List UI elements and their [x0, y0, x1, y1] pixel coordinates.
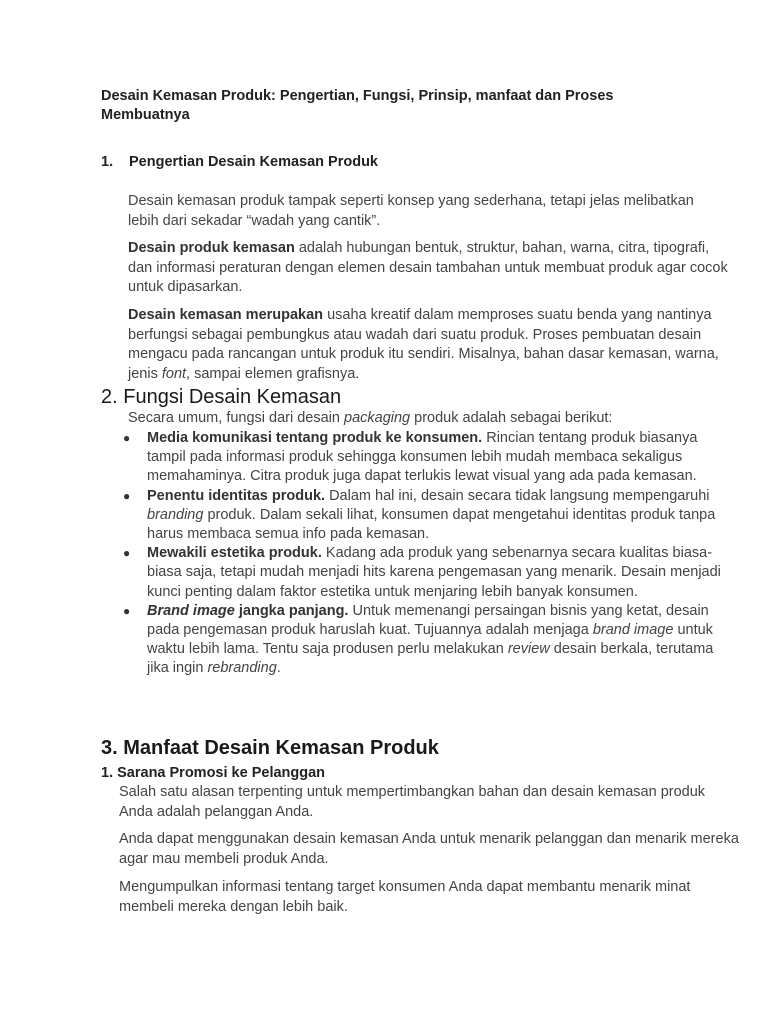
bullet-4-bold-italic: Brand image	[147, 602, 235, 619]
bullet-item-1	[101, 429, 737, 487]
section2-intro-b: produk adalah sebagai berikut:	[410, 410, 613, 426]
section1-paragraph-1: Desain kemasan produk tampak seperti konsep yang sederhana, tetapi jelas melibatkan lebih dari sekadar “wadah yang cantik”.	[128, 193, 694, 229]
bullet-2-b: produk. Dalam sekali lihat, konsumen dapat mengetahui identitas produk tanpa harus membaca semua info pada kemasan.	[147, 506, 716, 543]
bullet-4-bold: jangka panjang.	[234, 602, 349, 619]
bullet-icon: ●	[123, 431, 131, 445]
section2-intro-a: Secara umum, fungsi dari desain	[128, 410, 344, 426]
bullet-4-italic-1: brand image	[592, 622, 674, 639]
bullet-3-rest: Kadang ada produk yang sebenarnya secara kualitas biasa-biasa saja, tetapi mudah menjadi hits karena pengemasan yang menarik. Desain menjadi kunci penting dalam faktor estetika untuk menjaring lebih banyak konsumen.	[147, 545, 721, 600]
section1-heading-text: Pengertian Desain Kemasan Produk	[129, 154, 378, 170]
bullet-4-b: untuk waktu lebih lama. Tentu saja produsen perlu melakukan	[147, 622, 713, 658]
bullet-4-italic-3: rebranding	[207, 660, 277, 677]
bullet-item-3	[101, 544, 737, 602]
bullet-icon: ●	[123, 603, 131, 618]
section1-p3-end: , sampai elemen grafisnya.	[186, 365, 360, 382]
section1-p3-italic: font	[161, 365, 187, 382]
bullet-icon: ●	[123, 546, 131, 561]
bullet-2-bold: Penentu identitas produk.	[147, 487, 326, 504]
section3-paragraph-2: Anda dapat menggunakan desain kemasan Anda untuk menarik pelanggan dan menarik mereka agar mau membeli produk Anda.	[119, 831, 739, 867]
section3-heading: 3. Manfaat Desain Kemasan Produk	[101, 737, 439, 759]
section2-heading: 2. Fungsi Desain Kemasan	[101, 386, 342, 408]
section1-p2-rest: adalah hubungan bentuk, struktur, bahan, warna, citra, tipografi, dan informasi peraturan dengan elemen desain tambahan untuk membuat produk agar cocok untuk dipasarkan.	[128, 240, 728, 295]
section1-p3-rest: usaha kreatif dalam memproses suatu benda yang nantinya berfungsi sebagai pembungkus atau wadah dari suatu produk. Proses pembuatan desain mengacu pada rancangan untuk produk itu sendiri. Misalnya, bahan dasar kemasan, warna, jenis	[128, 307, 719, 382]
section3-sub-heading: 1. Sarana Promosi ke Pelanggan	[101, 765, 326, 781]
section1-number: 1.	[101, 154, 114, 170]
bullet-1-bold: Media komunikasi tentang produk ke konsumen.	[147, 430, 483, 446]
section2-intro-italic: packaging	[344, 410, 411, 426]
bullet-2-a: Dalam hal ini, desain secara tidak langsung mempengaruhi	[325, 487, 710, 504]
section1-heading	[101, 153, 378, 172]
bullet-item-4	[101, 602, 737, 679]
section1-paragraph-2	[128, 239, 728, 298]
section2-bullet-list	[101, 429, 741, 679]
bullet-4-italic-2: review	[507, 641, 550, 658]
section1-p2-bold: Desain produk kemasan	[128, 240, 295, 256]
section1-paragraph-3	[128, 306, 728, 384]
bullet-2-italic: branding	[147, 506, 204, 523]
section3-paragraph-1: Salah satu alasan terpenting untuk mempertimbangkan bahan dan desain kemasan produk Anda adalah pelanggan Anda.	[119, 784, 706, 820]
section2-intro	[128, 409, 612, 429]
bullet-4-a: Untuk memenangi persaingan bisnis yang ketat, desain pada pengemasan produk haruslah kuat. Tujuannya adalah menjaga	[147, 602, 709, 639]
bullet-item-2	[101, 487, 737, 545]
bullet-3-bold: Mewakili estetika produk.	[147, 545, 322, 562]
bullet-4-c: desain berkala, terutama jika ingin	[147, 641, 714, 677]
document-title: Desain Kemasan Produk: Pengertian, Fungsi, Prinsip, manfaat dan Proses Membuatnya	[101, 88, 614, 123]
bullet-4-d: .	[276, 660, 281, 677]
section3-paragraph-3: Mengumpulkan informasi tentang target konsumen Anda dapat membantu menarik minat membeli mereka dengan lebih baik.	[119, 879, 691, 915]
section1-p3-bold: Desain kemasan merupakan	[128, 307, 324, 323]
bullet-1-rest: Rincian tentang produk biasanya tampil pada informasi produk sehingga konsumen lebih mudah membaca sekaligus memahaminya. Citra produk juga dapat terlukis lewat visual yang ada pada kemasan.	[147, 430, 698, 485]
bullet-icon: ●	[123, 488, 131, 503]
